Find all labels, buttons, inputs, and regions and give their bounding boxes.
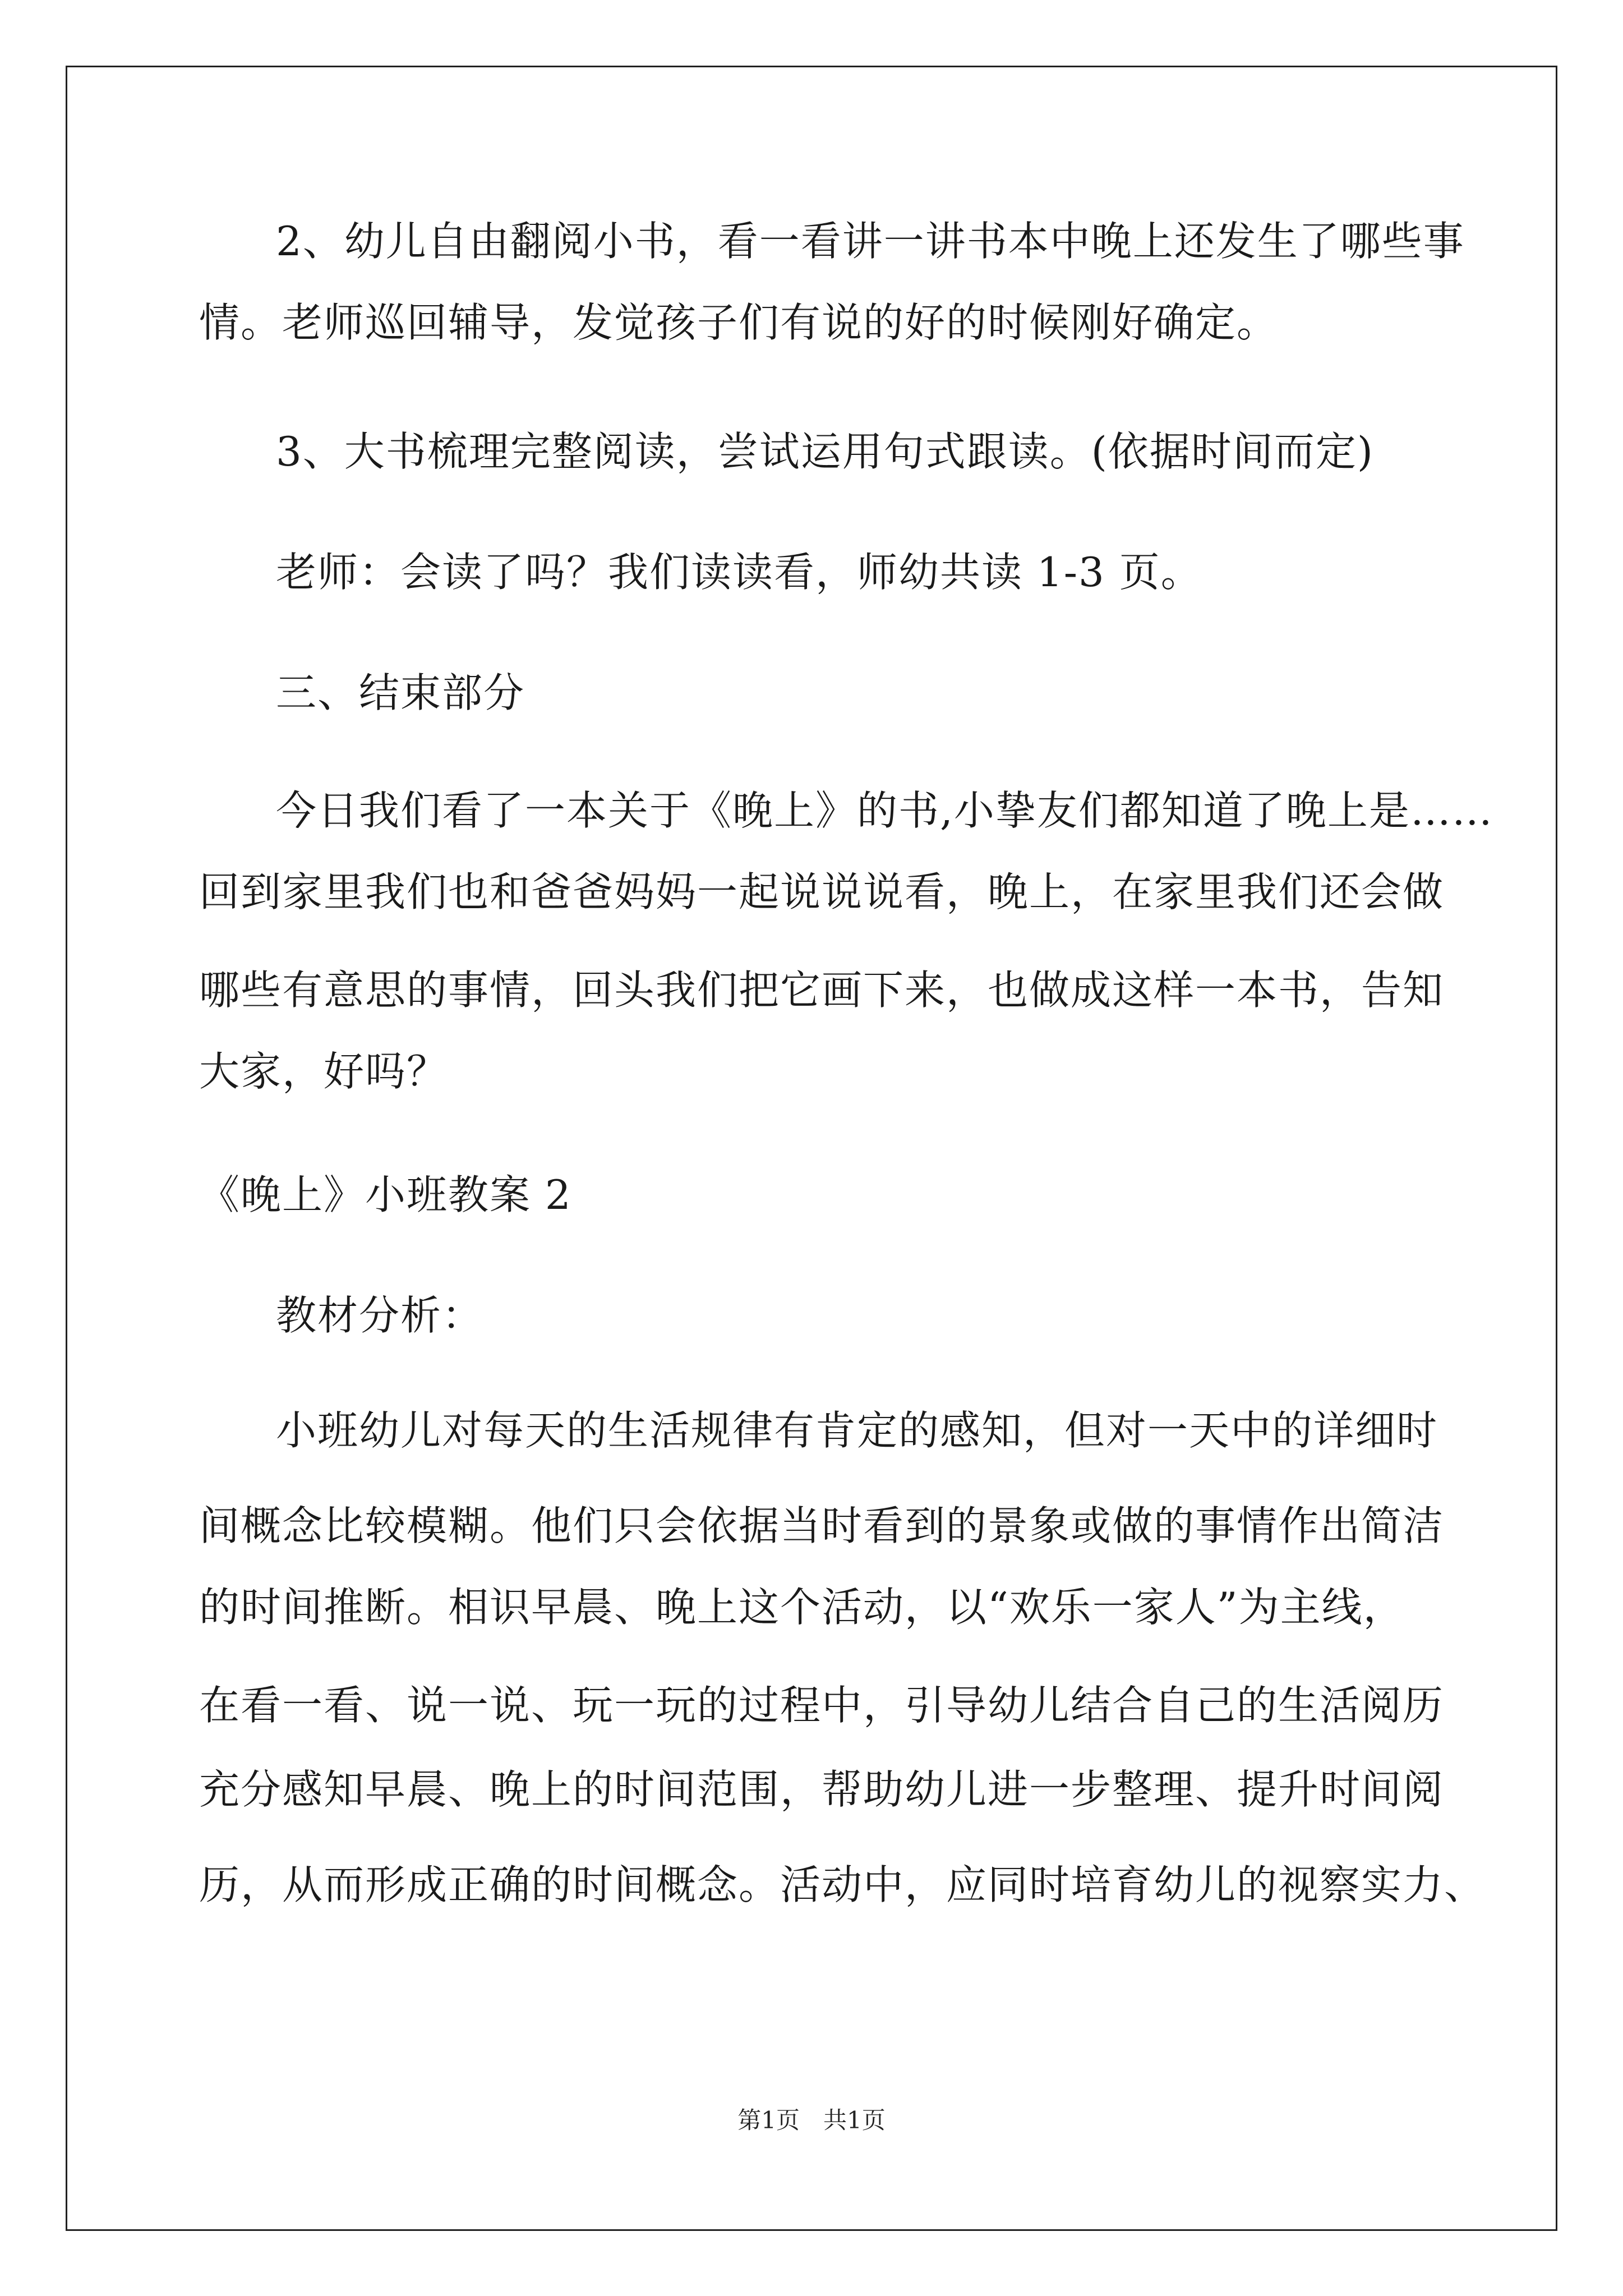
paragraph-line: 2、幼儿自由翻阅小书，看一看讲一讲书本中晚上还发生了哪些事	[276, 218, 1465, 265]
paragraph-line: 小班幼儿对每天的生活规律有肯定的感知，但对一天中的详细时	[276, 1407, 1438, 1454]
paragraph-line: 老师：会读了吗？我们读读看，师幼共读 1-3 页。	[276, 549, 1202, 596]
section-heading: 教材分析：	[276, 1292, 484, 1339]
paragraph-line: 间概念比较模糊。他们只会依据当时看到的景象或做的事情作出简洁	[199, 1502, 1445, 1549]
paragraph-line: 回到家里我们也和爸爸妈妈一起说说说看，晚上，在家里我们还会做	[199, 868, 1445, 915]
paragraph-line: 今日我们看了一本关于《晚上》的书,小挚友们都知道了晚上是……	[276, 787, 1493, 834]
section-heading: 三、结束部分	[276, 669, 525, 716]
paragraph-line: 大家，好吗？	[199, 1048, 449, 1095]
paragraph-line: 情。老师巡回辅导，发觉孩子们有说的好的时候刚好确定。	[199, 299, 1279, 346]
paragraph-line: 历，从而形成正确的时间概念。活动中，应同时培育幼儿的视察实力、	[199, 1861, 1486, 1908]
paragraph-line: 充分感知早晨、晚上的时间范围，帮助幼儿进一步整理、提升时间阅	[199, 1766, 1445, 1813]
document-title: 《晚上》小班教案 2	[199, 1171, 572, 1218]
paragraph-line: 3、大书梳理完整阅读，尝试运用句式跟读。(依据时间而定)	[276, 428, 1374, 475]
paragraph-line: 在看一看、说一说、玩一玩的过程中，引导幼儿结合自己的生活阅历	[199, 1682, 1445, 1729]
page-footer: 第1页 共1页	[737, 2106, 886, 2134]
paragraph-line: 的时间推断。相识早晨、晚上这个活动，以“欢乐一家人”为主线，	[199, 1584, 1405, 1631]
paragraph-line: 哪些有意思的事情，回头我们把它画下来，也做成这样一本书，告知	[199, 967, 1445, 1014]
